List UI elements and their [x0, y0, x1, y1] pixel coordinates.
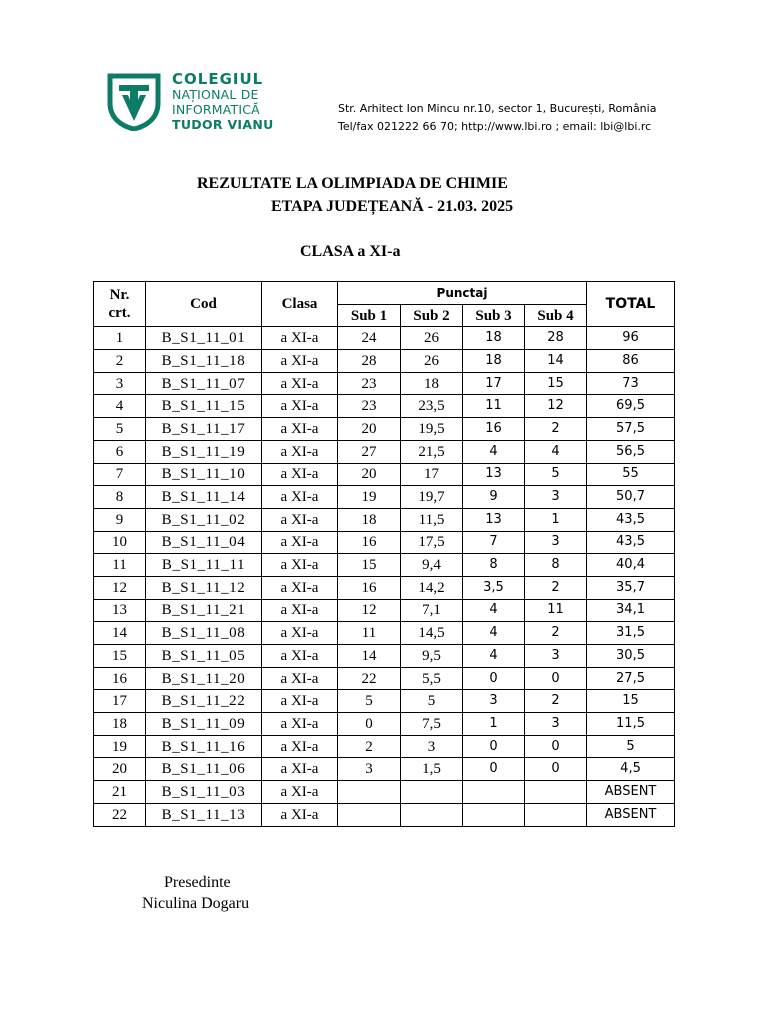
cell-clasa: a XI-a — [262, 758, 338, 781]
cell-cod: B_S1_11_04 — [146, 531, 262, 554]
table-row — [94, 645, 675, 668]
cell-sub1: 3 — [338, 758, 401, 781]
cell-sub4: 4 — [525, 440, 587, 463]
school-name — [172, 72, 274, 132]
cell-sub2: 19,5 — [401, 418, 463, 441]
cell-cod: B_S1_11_20 — [146, 667, 262, 690]
cell-sub1: 14 — [338, 645, 401, 668]
cell-sub4: 3 — [525, 713, 587, 736]
cell-total: 50,7 — [587, 486, 675, 509]
cell-clasa: a XI-a — [262, 350, 338, 373]
cell-cod: B_S1_11_19 — [146, 440, 262, 463]
table-header-row — [94, 282, 675, 305]
cell-sub4: 0 — [525, 758, 587, 781]
table-row — [94, 690, 675, 713]
table-row — [94, 735, 675, 758]
cell-clasa: a XI-a — [262, 713, 338, 736]
table-row — [94, 667, 675, 690]
cell-total: 35,7 — [587, 576, 675, 599]
cell-sub2: 23,5 — [401, 395, 463, 418]
cell-sub2: 21,5 — [401, 440, 463, 463]
cell-total: 5 — [587, 735, 675, 758]
cell-cod: B_S1_11_06 — [146, 758, 262, 781]
cell-clasa: a XI-a — [262, 372, 338, 395]
header-nr-crt — [94, 282, 146, 327]
header-punctaj: Punctaj — [338, 282, 587, 305]
cell-total: 11,5 — [587, 713, 675, 736]
cell-sub4: 14 — [525, 350, 587, 373]
header-total: TOTAL — [587, 282, 675, 327]
cell-nr: 13 — [94, 599, 146, 622]
cell-sub2: 14,5 — [401, 622, 463, 645]
cell-sub2: 3 — [401, 735, 463, 758]
cell-clasa: a XI-a — [262, 554, 338, 577]
cell-cod: B_S1_11_22 — [146, 690, 262, 713]
cell-total: 56,5 — [587, 440, 675, 463]
cell-clasa: a XI-a — [262, 486, 338, 509]
table-row — [94, 372, 675, 395]
school-name-line2: NAȚIONAL DE — [172, 87, 259, 102]
cell-sub4: 2 — [525, 622, 587, 645]
table-row — [94, 554, 675, 577]
header-clasa: Clasa — [262, 282, 338, 327]
cell-nr: 2 — [94, 350, 146, 373]
cell-nr: 18 — [94, 713, 146, 736]
cell-sub1: 16 — [338, 576, 401, 599]
cell-sub4: 2 — [525, 576, 587, 599]
contact-line: Tel/fax 021222 66 70; http://www.lbi.ro ; email: lbi@lbi.rc — [338, 120, 652, 133]
cell-nr: 21 — [94, 781, 146, 804]
cell-sub3: 3 — [463, 690, 525, 713]
cell-cod: B_S1_11_13 — [146, 803, 262, 826]
cell-total: 30,5 — [587, 645, 675, 668]
cell-sub3: 18 — [463, 327, 525, 350]
table-row — [94, 440, 675, 463]
cell-total: 43,5 — [587, 508, 675, 531]
cell-clasa: a XI-a — [262, 690, 338, 713]
cell-cod: B_S1_11_05 — [146, 645, 262, 668]
cell-total: ABSENT — [587, 781, 675, 804]
cell-sub2: 9,5 — [401, 645, 463, 668]
cell-clasa: a XI-a — [262, 735, 338, 758]
cell-sub3: 4 — [463, 622, 525, 645]
cell-total: 34,1 — [587, 599, 675, 622]
cell-nr: 11 — [94, 554, 146, 577]
document-title: REZULTATE LA OLIMPIADA DE CHIMIE — [197, 175, 508, 192]
cell-total: 96 — [587, 327, 675, 350]
cell-sub2: 7,5 — [401, 713, 463, 736]
cell-clasa: a XI-a — [262, 531, 338, 554]
cell-sub4: 3 — [525, 486, 587, 509]
cell-nr: 15 — [94, 645, 146, 668]
school-name-line1: COLEGIUL — [172, 70, 264, 88]
cell-sub1 — [338, 781, 401, 804]
cell-cod: B_S1_11_10 — [146, 463, 262, 486]
cell-sub3: 0 — [463, 758, 525, 781]
cell-sub1: 11 — [338, 622, 401, 645]
cell-sub1: 27 — [338, 440, 401, 463]
cell-sub4: 0 — [525, 667, 587, 690]
cell-sub4: 15 — [525, 372, 587, 395]
table-row — [94, 395, 675, 418]
cell-sub4: 3 — [525, 531, 587, 554]
cell-cod: B_S1_11_08 — [146, 622, 262, 645]
cell-clasa: a XI-a — [262, 803, 338, 826]
cell-sub2: 9,4 — [401, 554, 463, 577]
cell-total: 57,5 — [587, 418, 675, 441]
table-row — [94, 803, 675, 826]
cell-sub3: 0 — [463, 667, 525, 690]
cell-sub1 — [338, 803, 401, 826]
cell-sub2: 18 — [401, 372, 463, 395]
cell-cod: B_S1_11_03 — [146, 781, 262, 804]
cell-cod: B_S1_11_18 — [146, 350, 262, 373]
cell-clasa: a XI-a — [262, 463, 338, 486]
cell-cod: B_S1_11_15 — [146, 395, 262, 418]
header-sub4: Sub 4 — [525, 304, 587, 327]
cell-sub3: 13 — [463, 463, 525, 486]
cell-total: 55 — [587, 463, 675, 486]
cell-nr: 7 — [94, 463, 146, 486]
cell-sub4: 11 — [525, 599, 587, 622]
header-sub1: Sub 1 — [338, 304, 401, 327]
cell-clasa: a XI-a — [262, 440, 338, 463]
cell-sub3: 4 — [463, 645, 525, 668]
cell-total: 43,5 — [587, 531, 675, 554]
school-name-line3: INFORMATICĂ — [172, 102, 260, 117]
cell-total: 69,5 — [587, 395, 675, 418]
table-row — [94, 576, 675, 599]
cell-sub1: 5 — [338, 690, 401, 713]
cell-sub2: 7,1 — [401, 599, 463, 622]
cell-total: 86 — [587, 350, 675, 373]
cell-sub4: 8 — [525, 554, 587, 577]
address-line: Str. Arhitect Ion Mincu nr.10, sector 1, București, România — [338, 102, 657, 115]
cell-clasa: a XI-a — [262, 327, 338, 350]
header-crt: crt. — [108, 305, 131, 322]
cell-nr: 6 — [94, 440, 146, 463]
cell-nr: 20 — [94, 758, 146, 781]
cell-cod: B_S1_11_12 — [146, 576, 262, 599]
table-row — [94, 531, 675, 554]
cell-sub1: 20 — [338, 418, 401, 441]
cell-nr: 8 — [94, 486, 146, 509]
cell-sub4: 0 — [525, 735, 587, 758]
signature-block — [142, 872, 249, 914]
cell-sub1: 2 — [338, 735, 401, 758]
cell-sub3: 4 — [463, 440, 525, 463]
header-sub3: Sub 3 — [463, 304, 525, 327]
table-row — [94, 599, 675, 622]
cell-sub3: 11 — [463, 395, 525, 418]
cell-sub2: 19,7 — [401, 486, 463, 509]
cell-sub3: 9 — [463, 486, 525, 509]
cell-sub3: 3,5 — [463, 576, 525, 599]
cell-sub3: 16 — [463, 418, 525, 441]
cell-cod: B_S1_11_09 — [146, 713, 262, 736]
cell-sub3: 17 — [463, 372, 525, 395]
cell-sub1: 18 — [338, 508, 401, 531]
header-sub2: Sub 2 — [401, 304, 463, 327]
cell-sub1: 16 — [338, 531, 401, 554]
table-row — [94, 781, 675, 804]
cell-nr: 16 — [94, 667, 146, 690]
cell-sub3 — [463, 803, 525, 826]
cell-sub2: 14,2 — [401, 576, 463, 599]
cell-sub2: 1,5 — [401, 758, 463, 781]
cell-nr: 1 — [94, 327, 146, 350]
cell-sub3 — [463, 781, 525, 804]
signature-name: Niculina Dogaru — [142, 895, 250, 912]
cell-cod: B_S1_11_01 — [146, 327, 262, 350]
cell-clasa: a XI-a — [262, 645, 338, 668]
cell-nr: 19 — [94, 735, 146, 758]
cell-sub3: 13 — [463, 508, 525, 531]
cell-nr: 9 — [94, 508, 146, 531]
results-table-body — [94, 327, 675, 826]
cell-sub1: 0 — [338, 713, 401, 736]
cell-nr: 14 — [94, 622, 146, 645]
table-row — [94, 350, 675, 373]
table-row — [94, 418, 675, 441]
table-row — [94, 758, 675, 781]
cell-sub3: 8 — [463, 554, 525, 577]
cell-sub1: 19 — [338, 486, 401, 509]
cell-sub3: 18 — [463, 350, 525, 373]
table-row — [94, 327, 675, 350]
cell-sub2 — [401, 781, 463, 804]
cell-clasa: a XI-a — [262, 622, 338, 645]
cell-total: 40,4 — [587, 554, 675, 577]
class-heading: CLASA a XI-a — [300, 243, 401, 260]
cell-sub2 — [401, 803, 463, 826]
header-nr: Nr. — [109, 287, 130, 304]
cell-sub2: 5 — [401, 690, 463, 713]
cell-sub2: 5,5 — [401, 667, 463, 690]
cell-sub2: 17,5 — [401, 531, 463, 554]
cell-sub2: 26 — [401, 350, 463, 373]
table-row — [94, 463, 675, 486]
school-address — [338, 100, 656, 136]
cell-clasa: a XI-a — [262, 599, 338, 622]
cell-sub4 — [525, 803, 587, 826]
cell-sub2: 26 — [401, 327, 463, 350]
cell-nr: 12 — [94, 576, 146, 599]
cell-cod: B_S1_11_11 — [146, 554, 262, 577]
cell-sub3: 0 — [463, 735, 525, 758]
school-logo — [104, 73, 164, 131]
cell-clasa: a XI-a — [262, 667, 338, 690]
cell-cod: B_S1_11_07 — [146, 372, 262, 395]
cell-sub1: 23 — [338, 395, 401, 418]
cell-sub1: 22 — [338, 667, 401, 690]
cell-sub4: 5 — [525, 463, 587, 486]
cell-sub2: 11,5 — [401, 508, 463, 531]
cell-cod: B_S1_11_21 — [146, 599, 262, 622]
cell-total: 27,5 — [587, 667, 675, 690]
cell-sub4: 2 — [525, 690, 587, 713]
cell-total: ABSENT — [587, 803, 675, 826]
results-table — [93, 281, 675, 827]
cell-total: 15 — [587, 690, 675, 713]
table-row — [94, 622, 675, 645]
document-subtitle: ETAPA JUDEȚEANĂ - 21.03. 2025 — [271, 198, 514, 215]
cell-sub1: 23 — [338, 372, 401, 395]
school-name-line4: TUDOR VIANU — [172, 117, 274, 132]
cell-nr: 10 — [94, 531, 146, 554]
cell-clasa: a XI-a — [262, 395, 338, 418]
cell-sub3: 7 — [463, 531, 525, 554]
cell-sub4: 28 — [525, 327, 587, 350]
cell-cod: B_S1_11_16 — [146, 735, 262, 758]
cell-sub4 — [525, 781, 587, 804]
cell-cod: B_S1_11_14 — [146, 486, 262, 509]
cell-nr: 4 — [94, 395, 146, 418]
cell-clasa: a XI-a — [262, 576, 338, 599]
header-cod: Cod — [146, 282, 262, 327]
cell-sub1: 28 — [338, 350, 401, 373]
cell-sub4: 1 — [525, 508, 587, 531]
cell-clasa: a XI-a — [262, 418, 338, 441]
table-row — [94, 508, 675, 531]
cell-clasa: a XI-a — [262, 508, 338, 531]
cell-sub4: 2 — [525, 418, 587, 441]
cell-sub4: 3 — [525, 645, 587, 668]
cell-sub1: 12 — [338, 599, 401, 622]
table-row — [94, 486, 675, 509]
cell-sub3: 4 — [463, 599, 525, 622]
cell-total: 4,5 — [587, 758, 675, 781]
cell-sub2: 17 — [401, 463, 463, 486]
cell-nr: 17 — [94, 690, 146, 713]
cell-sub3: 1 — [463, 713, 525, 736]
cell-nr: 3 — [94, 372, 146, 395]
cell-cod: B_S1_11_02 — [146, 508, 262, 531]
cell-total: 31,5 — [587, 622, 675, 645]
cell-nr: 5 — [94, 418, 146, 441]
cell-total: 73 — [587, 372, 675, 395]
cell-sub1: 20 — [338, 463, 401, 486]
cell-nr: 22 — [94, 803, 146, 826]
signature-role: Presedinte — [164, 874, 231, 891]
cell-clasa: a XI-a — [262, 781, 338, 804]
cell-cod: B_S1_11_17 — [146, 418, 262, 441]
cell-sub1: 24 — [338, 327, 401, 350]
table-row — [94, 713, 675, 736]
cell-sub1: 15 — [338, 554, 401, 577]
cell-sub4: 12 — [525, 395, 587, 418]
